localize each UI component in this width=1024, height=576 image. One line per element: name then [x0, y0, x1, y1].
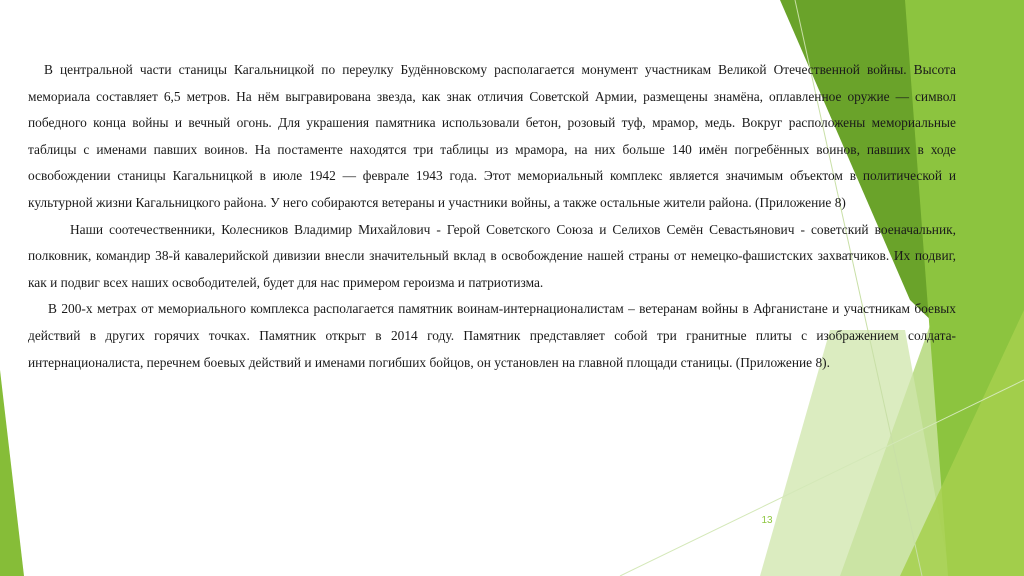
slide-body	[28, 57, 956, 376]
paragraph-heroes: Наши соотечественники, Колесников Владимир Михайлович - Герой Советского Союза и Селихов Семён Севастьянович - советский военачальник, полковник, командир 38-й кавалерийской дивизии внесли значительный вклад в освобождение нашей страны от немецко-фашистских захватчиков. Их подвиг, как и подвиг всех наших освободителей, будет для нас примером героизма и патриотизма.	[28, 221, 956, 290]
paragraph-internationalists: В 200-х метрах от мемориального комплекса располагается памятник воинам-интернационалистам – ветеранам войны в Афганистане и участникам боевых действий в других горячих точках. Памятник открыт в 2014 году. Памятник представляет собой три гранитные плиты с изображением солдата-интернационалиста, перечнем боевых действий и именами погибших бойцов, он установлен на главной площади станицы. (Приложение 8).	[28, 301, 956, 370]
left-green-triangle	[0, 370, 24, 576]
page-number: 13	[761, 515, 773, 526]
paragraph-monument: В центральной части станицы Кагальницкой по переулку Будённовскому располагается монумент участникам Великой Отечественной войны. Высота мемориала составляет 6,5 метров. На нём выгравирована звезда, как знак отличия Советской Армии, размещены знамёна, оплавленное оружие — символ победного конца войны и вечный огонь. Для украшения памятника использовали бетон, розовый туф, мрамор, медь. Вокруг расположены мемориальные таблицы с именами павших воинов. На постаменте находятся три таблицы из мрамора, на них больше 140 имён погребённых воинов, павших в ходе освобождении станицы Кагальницкой в июле 1942 — феврале 1943 года. Этот мемориальный комплекс является значимым объектом в политической и культурной жизни Кагальницкого района. У него собираются ветераны и участники войны, а также остальные жители района. (Приложение 8)	[28, 62, 956, 210]
